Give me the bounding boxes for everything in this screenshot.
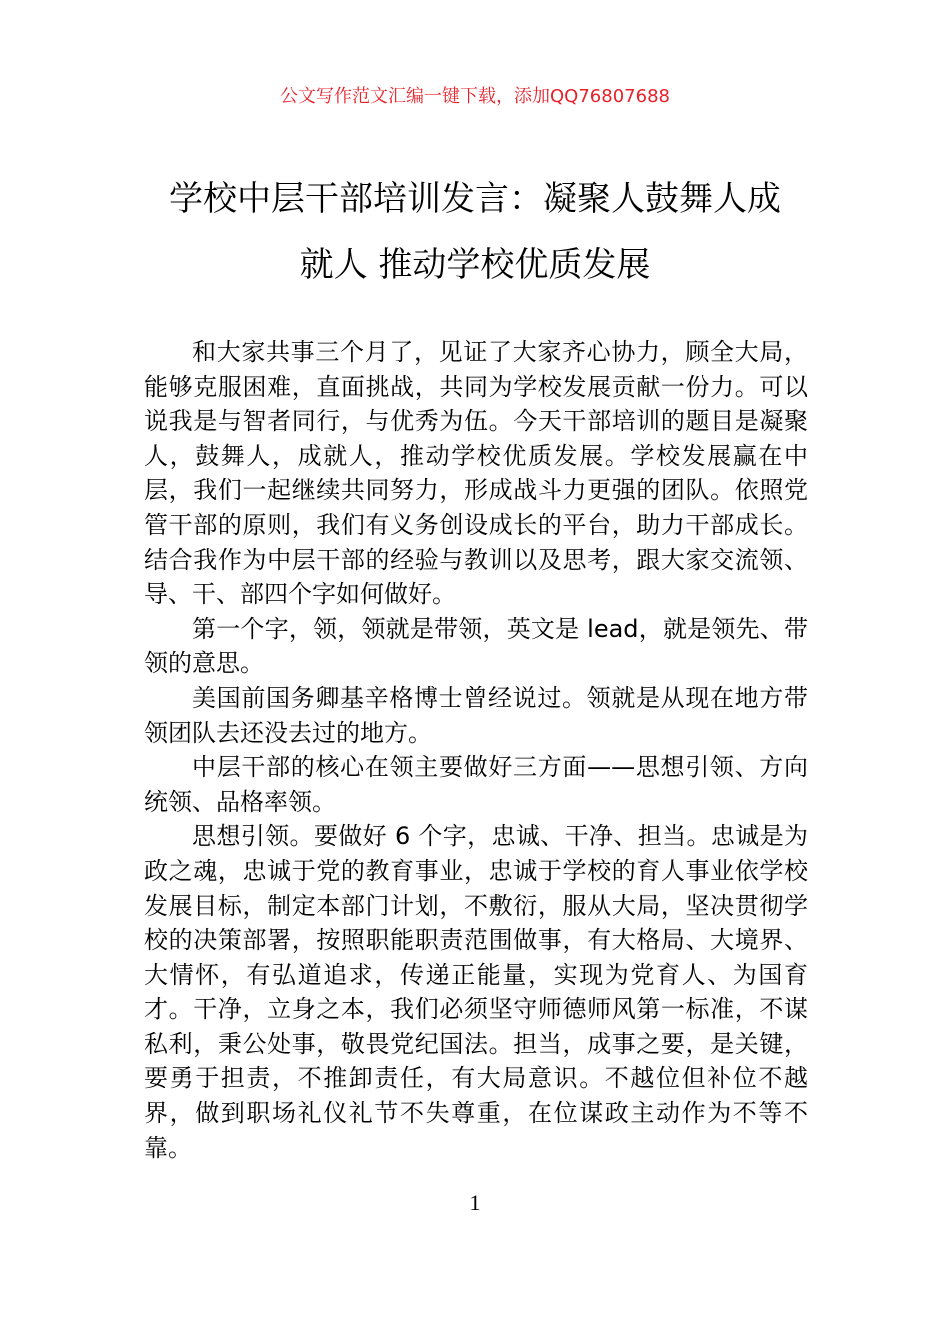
download-banner: 公文写作范文汇编一键下载，添加QQ76807688 [280,86,670,107]
document-body [144,335,808,1165]
paragraph: 美国前国务卿基辛格博士曾经说过。领就是从现在地方带领团队去还没去过的地方。 [144,683,808,747]
paragraph: 思想引领。要做好 6 个字，忠诚、干净、担当。忠诚是为政之魂，忠诚于党的教育事业，忠诚于学校的育人事业依学校发展目标，制定本部门计划，不敷衍，服从大局，坚决贯彻学校的决策部署，按照职能职责范围做事，有大格局、大境界、大情怀，有弘道追求，传递正能量，实现为党育人、为国育才。干净，立身之本，我们必须坚守师德师风第一标准，不谋私利，秉公处事，敬畏党纪国法。担当，成事之要，是关键，要勇于担责，不推卸责任，有大局意识。不越位但补位不越界，做到职场礼仪礼节不失尊重，在位谋政主动作为不等不靠。 [144,822,808,1162]
paragraph: 中层干部的核心在领主要做好三方面——思想引领、方向统领、品格率领。 [144,753,808,816]
title-line-2: 就人 推动学校优质发展 [299,245,651,285]
paragraph: 第一个字，领，领就是带领，英文是 lead，就是领先、带领的意思。 [144,614,808,678]
title-line-1: 学校中层干部培训发言：凝聚人鼓舞人成 [169,179,781,219]
paragraph: 和大家共事三个月了，见证了大家齐心协力，顾全大局，能够克服困难，直面挑战，共同为学校发展贡献一份力。可以说我是与智者同行，与优秀为伍。今天干部培训的题目是凝聚人，鼓舞人，成就人，推动学校优质发展。学校发展赢在中层，我们一起继续共同努力，形成战斗力更强的团队。依照党管干部的原则，我们有义务创设成长的平台，助力干部成长。结合我作为中层干部的经验与教训以及思考，跟大家交流领、导、干、部四个字如何做好。 [144,338,808,609]
page-title [140,166,810,298]
page-number: 1 [469,1190,481,1215]
